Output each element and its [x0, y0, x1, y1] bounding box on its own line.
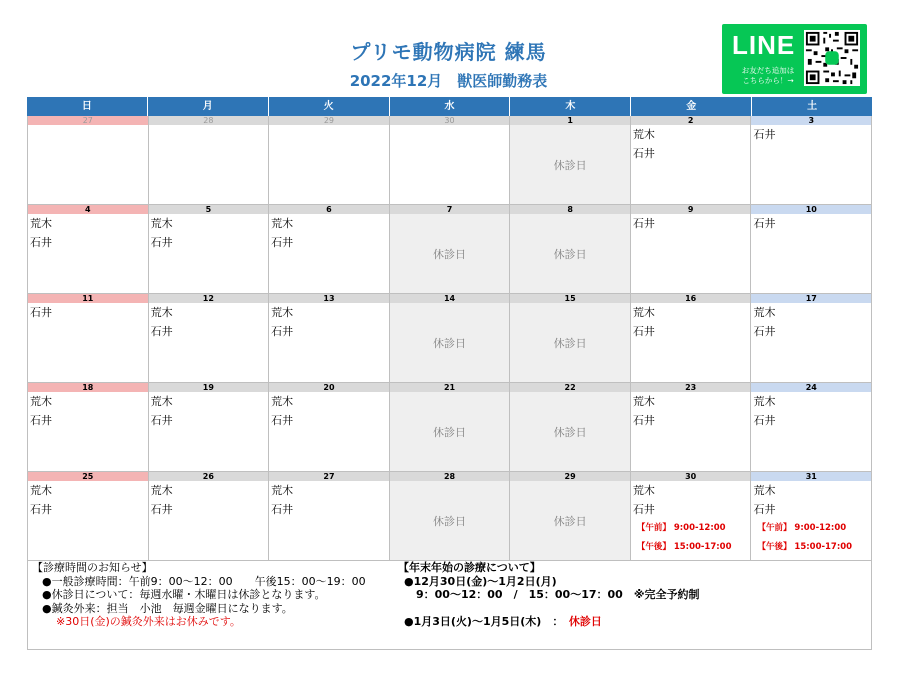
staff-name: 荒木	[271, 217, 294, 230]
line-badge-caption: お友だち追加は こちらから！→	[741, 66, 795, 85]
new-year-closed: ●1月3日(火)～1月5日(木) ： 休診日	[404, 615, 602, 628]
day-number: 12	[149, 294, 269, 303]
calendar-day	[751, 294, 872, 383]
staff-name: 石井	[753, 503, 776, 516]
calendar-day	[390, 205, 511, 294]
staff-name: 荒木	[30, 484, 52, 497]
calendar-day	[510, 472, 631, 561]
staff-name: 石井	[150, 325, 173, 338]
day-number: 6	[269, 205, 389, 214]
calendar-day	[510, 294, 631, 383]
clinic-hours-notice	[32, 561, 366, 629]
day-number: 9	[631, 205, 751, 214]
weekday-header	[27, 97, 872, 116]
line-logo-text: LINE	[732, 30, 796, 60]
day-number: 17	[751, 294, 871, 303]
calendar-day	[751, 472, 872, 561]
acupuncture-closed-note: ※30日(金)の鍼灸外来はお休みです。	[56, 615, 241, 628]
staff-name: 荒木	[632, 306, 655, 319]
reservation-note: ※完全予約制	[633, 588, 700, 601]
new-year-closed-label: 休診日	[568, 615, 602, 628]
day-number: 28	[149, 116, 269, 125]
page-title: プリモ動物病院 練馬	[350, 40, 547, 64]
staff-name: 荒木	[271, 484, 294, 497]
notice-line: ●休診日について：毎週水曜・木曜日は休診となります。	[42, 588, 326, 601]
staff-name: 荒木	[271, 306, 294, 319]
calendar-week	[27, 472, 872, 561]
day-number: 30	[631, 472, 751, 481]
staff-name: 石井	[753, 128, 776, 141]
day-number: 19	[149, 383, 269, 392]
day-number: 1	[510, 116, 630, 125]
staff-name: 石井	[632, 503, 655, 516]
calendar-day	[269, 383, 390, 472]
staff-name: 石井	[30, 236, 52, 249]
clinic-hours-heading: 【診療時間のお知らせ】	[32, 561, 153, 574]
calendar-week	[27, 116, 872, 205]
staff-name: 荒木	[150, 217, 173, 230]
calendar-day	[27, 383, 149, 472]
day-number: 30	[390, 116, 510, 125]
day-number: 13	[269, 294, 389, 303]
weekday-mon: 月	[147, 97, 268, 116]
weekday-sun: 日	[81, 101, 92, 112]
calendar-day	[269, 116, 390, 205]
calendar-day	[27, 294, 149, 383]
day-number: 24	[751, 383, 871, 392]
closed-day-label: 休診日	[553, 337, 587, 350]
staff-name: 石井	[150, 236, 173, 249]
calendar-day	[27, 472, 149, 561]
new-year-heading: 【年末年始の診療について】	[398, 561, 541, 574]
staff-name: 石井	[30, 306, 52, 319]
day-number: 2	[631, 116, 751, 125]
day-number: 25	[28, 472, 148, 481]
closed-day-label: 休診日	[433, 248, 467, 261]
calendar-week	[27, 383, 872, 472]
closed-day-label: 休診日	[433, 515, 467, 528]
staff-name: 石井	[753, 325, 776, 338]
staff-name: 荒木	[632, 395, 655, 408]
calendar-day	[631, 383, 752, 472]
calendar-day	[149, 472, 270, 561]
calendar-day	[751, 116, 872, 205]
day-number: 5	[149, 205, 269, 214]
staff-name: 石井	[150, 503, 173, 516]
new-year-hours: 9：00～12：00 / 15：00～17：00 ※完全予約制	[416, 588, 700, 601]
day-number: 7	[390, 205, 510, 214]
calendar-week	[27, 205, 872, 294]
closed-day-label: 休診日	[553, 159, 587, 172]
day-number: 10	[751, 205, 871, 214]
staff-name: 荒木	[271, 395, 294, 408]
day-number: 23	[631, 383, 751, 392]
line-add-friend-badge[interactable]	[722, 24, 867, 94]
staff-name: 荒木	[150, 306, 173, 319]
staff-name: 石井	[150, 414, 173, 427]
staff-name: 石井	[632, 217, 655, 230]
day-number: 22	[510, 383, 630, 392]
weekday-wed: 水	[389, 97, 510, 116]
hours-note: 【午前】 9:00-12:00	[636, 523, 726, 533]
closed-day-label: 休診日	[553, 515, 587, 528]
weekday-fri: 金	[630, 97, 751, 116]
calendar-day	[390, 383, 511, 472]
staff-name: 荒木	[30, 217, 52, 230]
day-number: 4	[28, 205, 148, 214]
day-number: 15	[510, 294, 630, 303]
notice-box	[27, 560, 872, 650]
new-year-notice	[398, 561, 700, 629]
staff-name: 荒木	[632, 128, 655, 141]
day-number: 18	[28, 383, 148, 392]
hours-note: 【午後】 15:00-17:00	[757, 542, 853, 552]
new-year-dates: ●12月30日(金)～1月2日(月)	[404, 574, 557, 588]
staff-name: 荒木	[150, 395, 173, 408]
calendar-day	[149, 383, 270, 472]
staff-name: 荒木	[753, 484, 776, 497]
calendar-week	[27, 294, 872, 383]
day-number: 14	[390, 294, 510, 303]
day-number: 3	[751, 116, 871, 125]
calendar-day	[510, 205, 631, 294]
calendar-day	[27, 205, 149, 294]
hours-note: 【午前】 9:00-12:00	[757, 523, 847, 533]
calendar-day	[390, 472, 511, 561]
staff-name: 石井	[753, 217, 776, 230]
staff-name: 石井	[271, 236, 294, 249]
calendar-day	[631, 205, 752, 294]
notice-line: ●鍼灸外来：担当 小池 毎週金曜日になります。	[42, 601, 293, 615]
weekday-tue: 火	[268, 97, 389, 116]
calendar-day	[149, 116, 270, 205]
closed-day-label: 休診日	[433, 337, 467, 350]
closed-day-label: 休診日	[553, 426, 587, 439]
day-number: 21	[390, 383, 510, 392]
calendar-day	[510, 383, 631, 472]
staff-name: 石井	[271, 414, 294, 427]
calendar-day	[269, 294, 390, 383]
day-number: 8	[510, 205, 630, 214]
staff-name: 石井	[30, 414, 52, 427]
notice-line: ●一般診療時間：午前9：00～12：00 午後15：00～19：00	[42, 574, 366, 588]
staff-name: 荒木	[30, 395, 52, 408]
day-number: 27	[28, 116, 148, 125]
day-number: 28	[390, 472, 510, 481]
calendar-day	[751, 205, 872, 294]
staff-name: 荒木	[753, 395, 776, 408]
staff-name: 荒木	[150, 484, 173, 497]
calendar-weeks	[27, 116, 872, 561]
calendar-day	[269, 472, 390, 561]
day-number: 31	[751, 472, 871, 481]
day-number: 20	[269, 383, 389, 392]
calendar-day	[631, 294, 752, 383]
staff-name: 石井	[271, 325, 294, 338]
calendar-day	[751, 383, 872, 472]
staff-name: 石井	[753, 414, 776, 427]
staff-name: 石井	[632, 147, 655, 160]
staff-name: 石井	[632, 325, 655, 338]
weekday-thu: 木	[509, 97, 630, 116]
day-number: 11	[28, 294, 148, 303]
calendar-day	[149, 294, 270, 383]
day-number: 16	[631, 294, 751, 303]
staff-name: 荒木	[632, 484, 655, 497]
qr-code-icon[interactable]	[804, 30, 860, 86]
duty-calendar	[27, 97, 872, 561]
calendar-day	[269, 205, 390, 294]
day-number: 29	[510, 472, 630, 481]
calendar-day	[631, 472, 752, 561]
weekday-sat: 土	[751, 97, 872, 116]
page-subtitle: 2022年12月 獣医師勤務表	[349, 72, 548, 90]
day-number: 29	[269, 116, 389, 125]
closed-day-label: 休診日	[553, 248, 587, 261]
calendar-day	[27, 116, 149, 205]
day-number: 26	[149, 472, 269, 481]
staff-name: 石井	[271, 503, 294, 516]
calendar-day	[510, 116, 631, 205]
calendar-day	[390, 294, 511, 383]
calendar-day	[631, 116, 752, 205]
staff-name: 荒木	[753, 306, 776, 319]
calendar-day	[390, 116, 511, 205]
day-number: 27	[269, 472, 389, 481]
hours-note: 【午後】 15:00-17:00	[636, 542, 732, 552]
closed-day-label: 休診日	[433, 426, 467, 439]
staff-name: 石井	[632, 414, 655, 427]
calendar-day	[149, 205, 270, 294]
staff-name: 石井	[30, 503, 52, 516]
